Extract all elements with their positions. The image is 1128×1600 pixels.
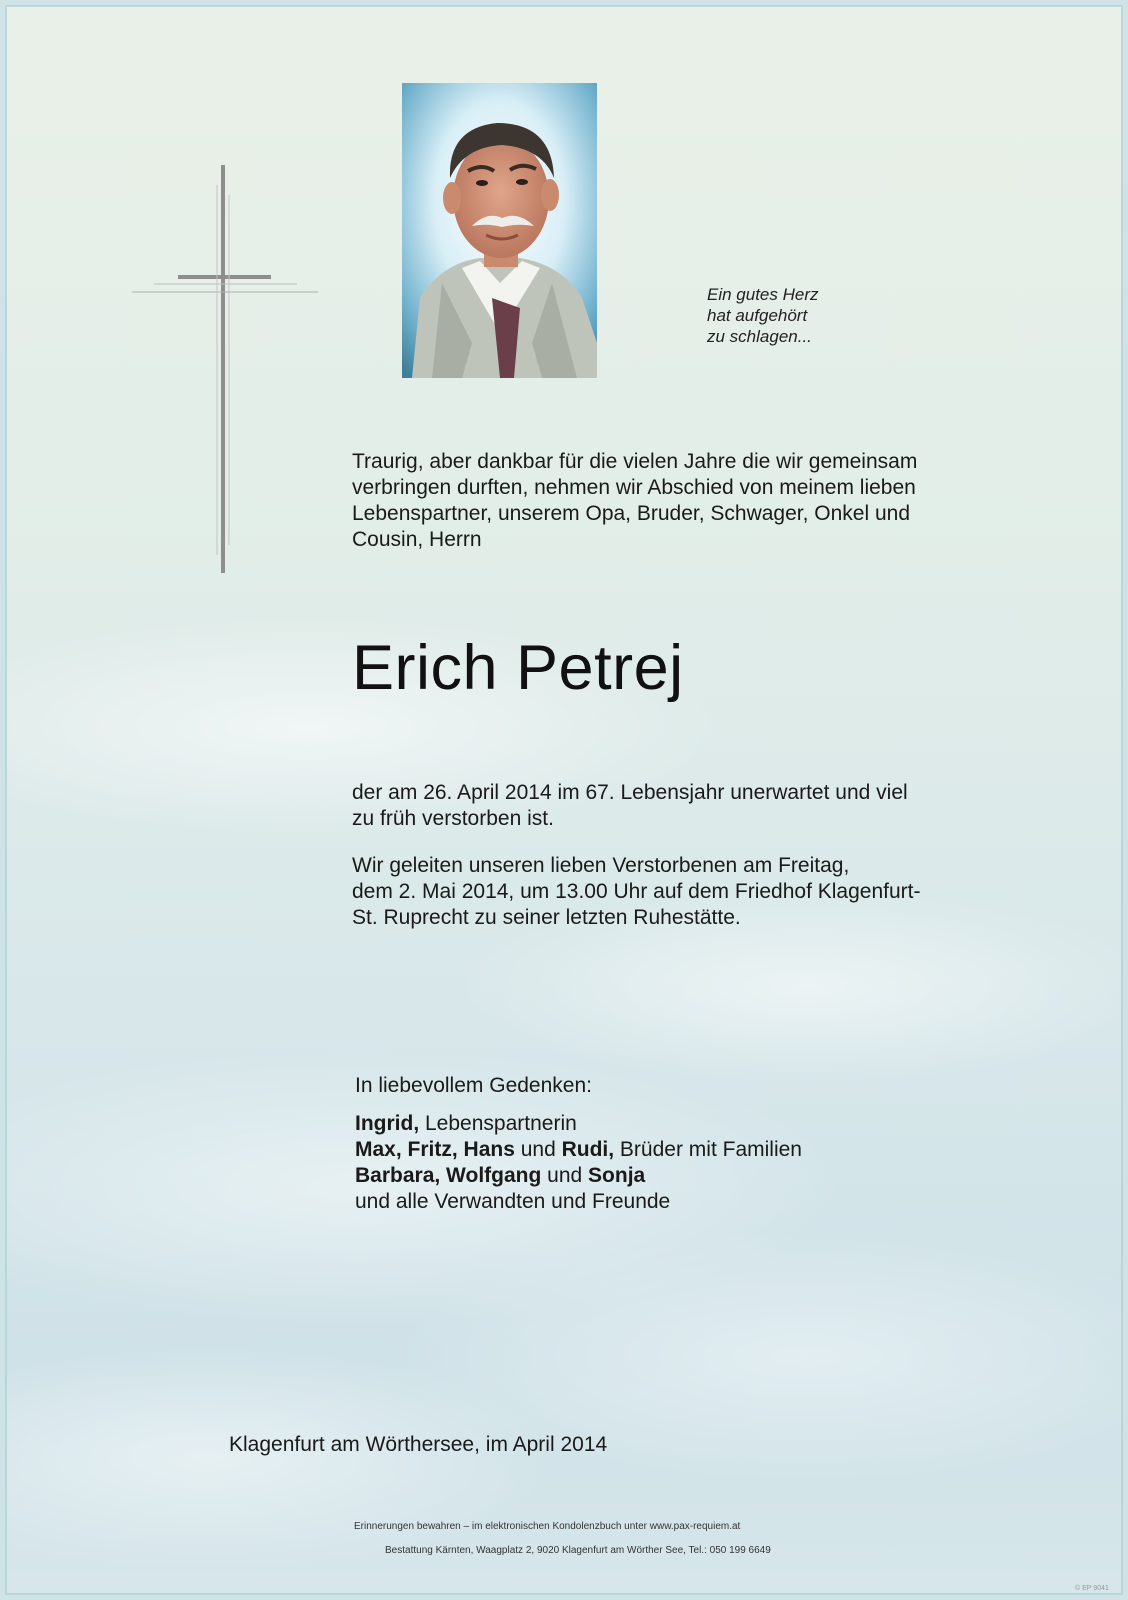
mourners-line [355, 1137, 802, 1163]
mourners-line [355, 1163, 802, 1189]
mourner-name: Max, [355, 1138, 402, 1161]
place-date: Klagenfurt am Wörthersee, im April 2014 [229, 1433, 608, 1456]
intro-text [352, 449, 917, 553]
intro-line: Traurig, aber dankbar für die vielen Jahre die wir gemeinsam [352, 450, 918, 473]
motto-line: Ein gutes Herz [707, 285, 819, 304]
death-line: der am 26. April 2014 im 67. Lebensjahr unerwartet und viel [352, 781, 908, 804]
mourner-role: Brüder mit Familien [614, 1138, 802, 1161]
funeral-line: St. Ruprecht zu seiner letzten Ruhestätte. [352, 906, 741, 929]
mourners-line: und alle Verwandten und Freunde [355, 1190, 671, 1213]
motto-line: hat aufgehört [707, 306, 808, 325]
intro-line: verbringen durften, nehmen wir Abschied von meinem lieben [352, 476, 916, 499]
obituary-page [5, 5, 1123, 1595]
mourner-name: Wolfgang [440, 1164, 542, 1187]
conjunction: und [514, 1138, 562, 1161]
conjunction: und [541, 1164, 589, 1187]
footer-condolence: Erinnerungen bewahren – im elektronischen Kondolenzbuch unter www.pax-requiem.at [354, 1521, 741, 1532]
mourner-role: Lebenspartnerin [419, 1112, 577, 1135]
portrait-photo [402, 83, 597, 378]
motto-line: zu schlagen... [707, 327, 812, 346]
intro-line: Cousin, Herrn [352, 528, 482, 551]
motto [707, 284, 819, 347]
mourner-name: Barbara, [355, 1164, 441, 1187]
mourners-list [355, 1111, 802, 1215]
memory-heading: In liebevollem Gedenken: [355, 1074, 592, 1097]
mourner-name: Rudi, [561, 1138, 615, 1161]
mourner-name: Fritz, [401, 1138, 458, 1161]
death-line: zu früh verstorben ist. [352, 807, 554, 830]
footer-undertaker: Bestattung Kärnten, Waagplatz 2, 9020 Klagenfurt am Wörther See, Tel.: 050 199 6649 [385, 1545, 771, 1556]
intro-line: Lebenspartner, unserem Opa, Bruder, Schwager, Onkel und [352, 502, 911, 525]
mourner-name: Sonja [588, 1164, 646, 1187]
funeral-line: Wir geleiten unseren lieben Verstorbenen am Freitag, [352, 854, 850, 877]
deceased-name: Erich Petrej [352, 633, 684, 703]
death-notice [352, 780, 908, 832]
mourner-name: Ingrid, [355, 1112, 420, 1135]
mourners-line [355, 1111, 802, 1137]
funeral-line: dem 2. Mai 2014, um 13.00 Uhr auf dem Friedhof Klagenfurt- [352, 880, 921, 903]
document-code: © EP 9041 [1075, 1585, 1109, 1592]
mourner-name: Hans [457, 1138, 515, 1161]
funeral-notice [352, 853, 920, 931]
cross-icon [132, 165, 322, 573]
